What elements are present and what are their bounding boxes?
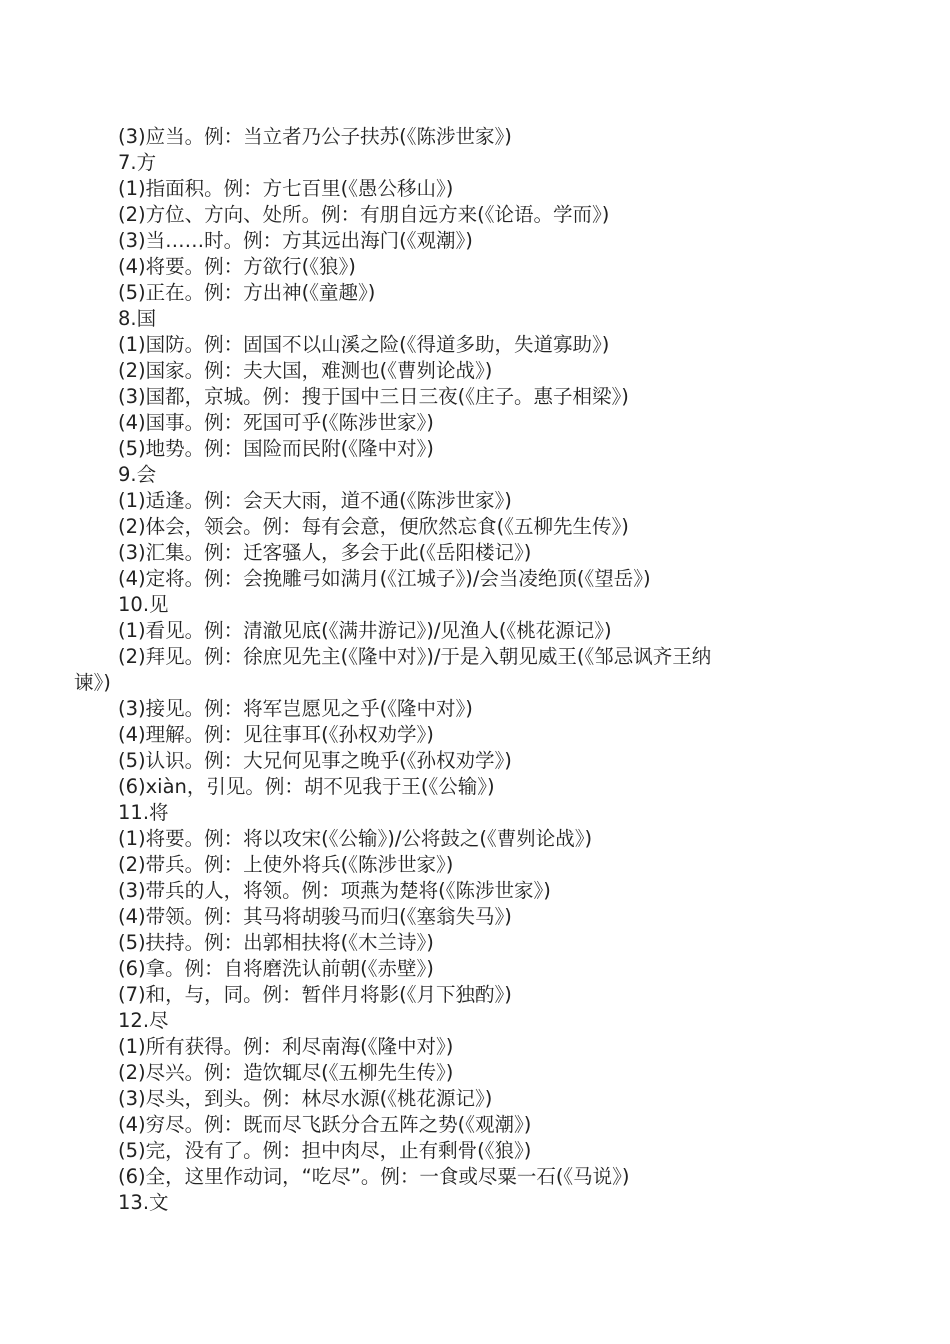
text-line: (1)所有获得。例：利尽南海(《隆中对》)	[118, 1035, 454, 1058]
text-line: (5)扶持。例：出郭相扶将(《木兰诗》)	[118, 931, 434, 954]
entry-heading: 7.方	[118, 151, 157, 174]
text-line: (2)体会，领会。例：每有会意，便欣然忘食(《五柳先生传》)	[118, 515, 629, 538]
text-line: (3)国都，京城。例：搜于国中三日三夜(《庄子。惠子相梁》)	[118, 385, 629, 408]
text-line: (4)定将。例：会挽雕弓如满月(《江城子》)/会当凌绝顶(《望岳》)	[118, 567, 651, 590]
text-line: (3)带兵的人，将领。例：项燕为楚将(《陈涉世家》)	[118, 879, 551, 902]
document-body	[0, 124, 950, 1216]
text-line: (5)正在。例：方出神(《童趣》)	[118, 281, 376, 304]
text-line: (4)国事。例：死国可乎(《陈涉世家》)	[118, 411, 434, 434]
text-line: (2)国家。例：夫大国，难测也(《曹刿论战》)	[118, 359, 493, 382]
text-line: (1)看见。例：清澈见底(《满井游记》)/见渔人(《桃花源记》)	[118, 619, 612, 642]
entry-heading: 13.文	[118, 1191, 169, 1214]
text-line: (2)拜见。例：徐庶见先主(《隆中对》)/于是入朝见威王(《邹忌讽齐王纳	[118, 645, 712, 668]
entry-heading: 9.会	[118, 463, 157, 486]
text-line: (2)尽兴。例：造饮辄尽(《五柳先生传》)	[118, 1061, 454, 1084]
text-line: (6)全，这里作动词，“吃尽”。例：一食或尽粟一石(《马说》)	[118, 1165, 630, 1188]
text-line: (1)指面积。例：方七百里(《愚公移山》)	[118, 177, 454, 200]
text-line: (1)适逢。例：会天大雨，道不通(《陈涉世家》)	[118, 489, 512, 512]
text-line: (1)将要。例：将以攻宋(《公输》)/公将鼓之(《曹刿论战》)	[118, 827, 593, 850]
text-line: (4)理解。例：见往事耳(《孙权劝学》)	[118, 723, 434, 746]
entry-heading: 10.见	[118, 593, 169, 616]
text-line: (7)和，与，同。例：暂伴月将影(《月下独酌》)	[118, 983, 512, 1006]
text-line: (3)汇集。例：迁客骚人，多会于此(《岳阳楼记》)	[118, 541, 532, 564]
entry-heading: 12.尽	[118, 1009, 169, 1032]
text-line: (4)穷尽。例：既而尽飞跃分合五阵之势(《观潮》)	[118, 1113, 532, 1136]
entry-heading: 8.国	[118, 307, 157, 330]
entry-heading: 11.将	[118, 801, 169, 824]
text-line: (5)完，没有了。例：担中肉尽，止有剩骨(《狼》)	[118, 1139, 532, 1162]
text-line: (5)地势。例：国险而民附(《隆中对》)	[118, 437, 434, 460]
text-line: (6)xiàn，引见。例：胡不见我于王(《公输》)	[118, 775, 495, 798]
text-line: (1)国防。例：固国不以山溪之险(《得道多助，失道寡助》)	[118, 333, 610, 356]
text-line: (3)接见。例：将军岂愿见之乎(《隆中对》)	[118, 697, 473, 720]
text-line: (2)带兵。例：上使外将兵(《陈涉世家》)	[118, 853, 454, 876]
text-line: (3)应当。例：当立者乃公子扶苏(《陈涉世家》)	[118, 125, 512, 148]
text-line: (3)尽头，到头。例：林尽水源(《桃花源记》)	[118, 1087, 493, 1110]
text-line: (3)当……时。例：方其远出海门(《观潮》)	[118, 229, 473, 252]
text-line: (2)方位、方向、处所。例：有朋自远方来(《论语。学而》)	[118, 203, 610, 226]
text-line: (4)将要。例：方欲行(《狼》)	[118, 255, 356, 278]
text-line: (6)拿。例：自将磨洗认前朝(《赤壁》)	[118, 957, 434, 980]
text-line-continuation: 谏》)	[74, 671, 111, 694]
text-line: (4)带领。例：其马将胡骏马而归(《塞翁失马》)	[118, 905, 512, 928]
text-line: (5)认识。例：大兄何见事之晚乎(《孙权劝学》)	[118, 749, 512, 772]
